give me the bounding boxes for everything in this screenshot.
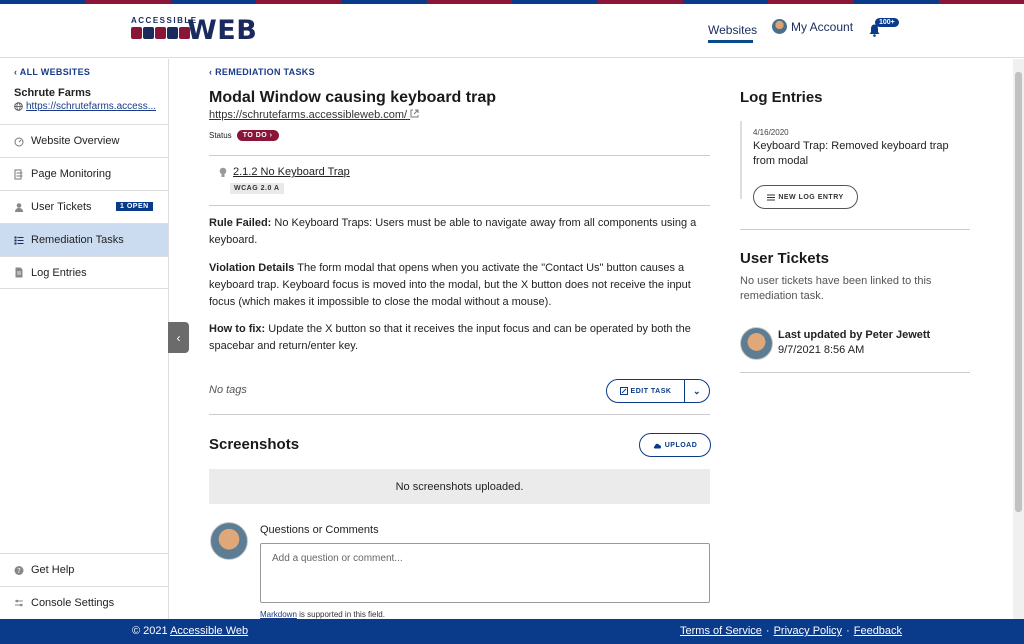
chevron-down-icon[interactable]: ⌄ — [692, 385, 702, 396]
footer-brand-link[interactable]: Accessible Web — [170, 625, 249, 637]
footer — [0, 619, 1024, 644]
log-entry-date: 4/16/2020 — [753, 128, 789, 137]
all-websites-link[interactable]: ‹ ALL WEBSITES — [14, 67, 91, 77]
sidebar-item-website-overview[interactable]: Website Overview — [0, 124, 168, 157]
rule-failed: Rule Failed: No Keyboard Traps: Users must be able to navigate away from all components using a keyboard. — [209, 217, 697, 246]
log-entries-title: Log Entries — [740, 89, 823, 106]
divider — [740, 372, 970, 373]
questions-label: Questions or Comments — [260, 524, 379, 536]
edit-task-main[interactable]: EDIT TASK — [607, 380, 685, 402]
chevron-left-icon: ‹ — [209, 67, 216, 77]
gauge-icon — [14, 136, 24, 147]
sidebar-item-console-settings[interactable]: Console Settings — [0, 586, 168, 619]
timeline-line — [740, 121, 742, 199]
wcag-level-tag: WCAG 2.0 A — [230, 183, 284, 194]
divider — [209, 155, 710, 156]
status-row: Status TO DO › — [209, 130, 279, 141]
site-name: Schrute Farms — [14, 87, 92, 99]
sidebar-nav — [0, 124, 168, 289]
app-header: ACCESSIBLE WEB Websites My Account 100+ — [0, 4, 1024, 58]
feedback-link[interactable]: Feedback — [853, 625, 903, 637]
globe-icon — [14, 102, 23, 111]
violation-details: Violation Details The form modal that opens when you activate the "Contact Us" button causes a keyboard trap. Keyboard focus is moved into the modal, but the X button does not receive the input focus (which makes it impossible to close the modal without a mouse). — [209, 262, 691, 308]
how-to-fix: How to fix: Update the X button so that it receives the input focus and can be operated by both the spacebar and return/enter key. — [209, 323, 691, 352]
settings-icon — [14, 598, 24, 609]
no-screenshots-message: No screenshots uploaded. — [209, 469, 710, 504]
list-icon — [767, 194, 775, 201]
sidebar-item-log-entries[interactable]: Log Entries — [0, 256, 168, 289]
document-icon — [14, 267, 24, 278]
no-tags-text: No tags — [209, 384, 247, 396]
task-url-link[interactable]: https://schrutefarms.accessibleweb.com/ — [209, 109, 419, 121]
nav-active-indicator — [708, 40, 753, 43]
list-icon — [14, 169, 24, 180]
nav-my-account[interactable]: My Account — [772, 19, 853, 34]
user-icon — [14, 202, 24, 213]
avatar — [772, 19, 787, 34]
status-badge[interactable]: TO DO › — [237, 130, 279, 141]
sidebar-item-page-monitoring[interactable]: Page Monitoring — [0, 157, 168, 190]
sidebar-item-remediation-tasks[interactable]: Remediation Tasks — [0, 223, 168, 256]
wcag-criterion-link[interactable]: 2.1.2 No Keyboard Trap — [219, 166, 350, 178]
user-tickets-title: User Tickets — [740, 250, 829, 267]
sidebar-item-user-tickets[interactable]: User Tickets 1 OPEN — [0, 190, 168, 223]
last-updated-by: Last updated by Peter Jewett — [778, 329, 931, 341]
scrollbar-thumb[interactable] — [1015, 72, 1022, 512]
sidebar-item-get-help[interactable]: ? Get Help — [0, 553, 168, 586]
tasks-icon — [14, 235, 24, 246]
sidebar-bottom — [0, 553, 168, 619]
logo-icons — [131, 27, 190, 39]
svg-text:?: ? — [17, 566, 21, 575]
page-title: Modal Window causing keyboard trap — [209, 89, 496, 106]
sidebar — [0, 59, 169, 619]
site-url-link[interactable]: https://schrutefarms.access... — [14, 101, 156, 112]
divider — [209, 205, 710, 206]
markdown-note: Markdown is supported in this field. — [260, 610, 385, 619]
new-log-entry-button[interactable]: NEW LOG ENTRY — [753, 185, 858, 209]
cloud-upload-icon — [653, 442, 662, 449]
help-icon — [14, 565, 24, 576]
notification-badge: 100+ — [875, 18, 899, 27]
screenshots-title: Screenshots — [209, 436, 300, 453]
lightbulb-icon — [219, 167, 227, 178]
footer-links: Terms of Service · Privacy Policy · Feedback — [680, 625, 903, 637]
terms-link[interactable]: Terms of Service — [680, 625, 762, 637]
divider — [209, 414, 710, 415]
privacy-link[interactable]: Privacy Policy — [773, 625, 843, 637]
comment-input[interactable]: Add a question or comment... — [260, 543, 710, 603]
chevron-left-icon: ‹ — [176, 330, 181, 345]
edit-task-button[interactable] — [606, 379, 710, 403]
open-tickets-badge: 1 OPEN — [116, 202, 153, 211]
main-content — [170, 59, 1008, 619]
breadcrumb[interactable]: ‹ REMEDIATION TASKS — [209, 67, 315, 77]
upload-button[interactable]: UPLOAD — [639, 433, 711, 457]
edit-icon — [620, 387, 628, 395]
user-tickets-empty: No user tickets have been linked to this remediation task. — [740, 275, 932, 302]
divider — [740, 229, 970, 230]
markdown-link[interactable]: Markdown — [260, 610, 297, 619]
chevron-left-icon: ‹ — [14, 67, 20, 77]
external-link-icon — [410, 109, 419, 118]
log-entry-text: Keyboard Trap: Removed keyboard trap from modal — [753, 140, 949, 167]
avatar — [740, 327, 773, 360]
footer-copyright: © 2021 Accessible Web — [132, 625, 249, 637]
avatar — [210, 522, 248, 560]
nav-websites[interactable]: Websites — [708, 23, 758, 37]
last-updated-time: 9/7/2021 8:56 AM — [778, 344, 865, 356]
